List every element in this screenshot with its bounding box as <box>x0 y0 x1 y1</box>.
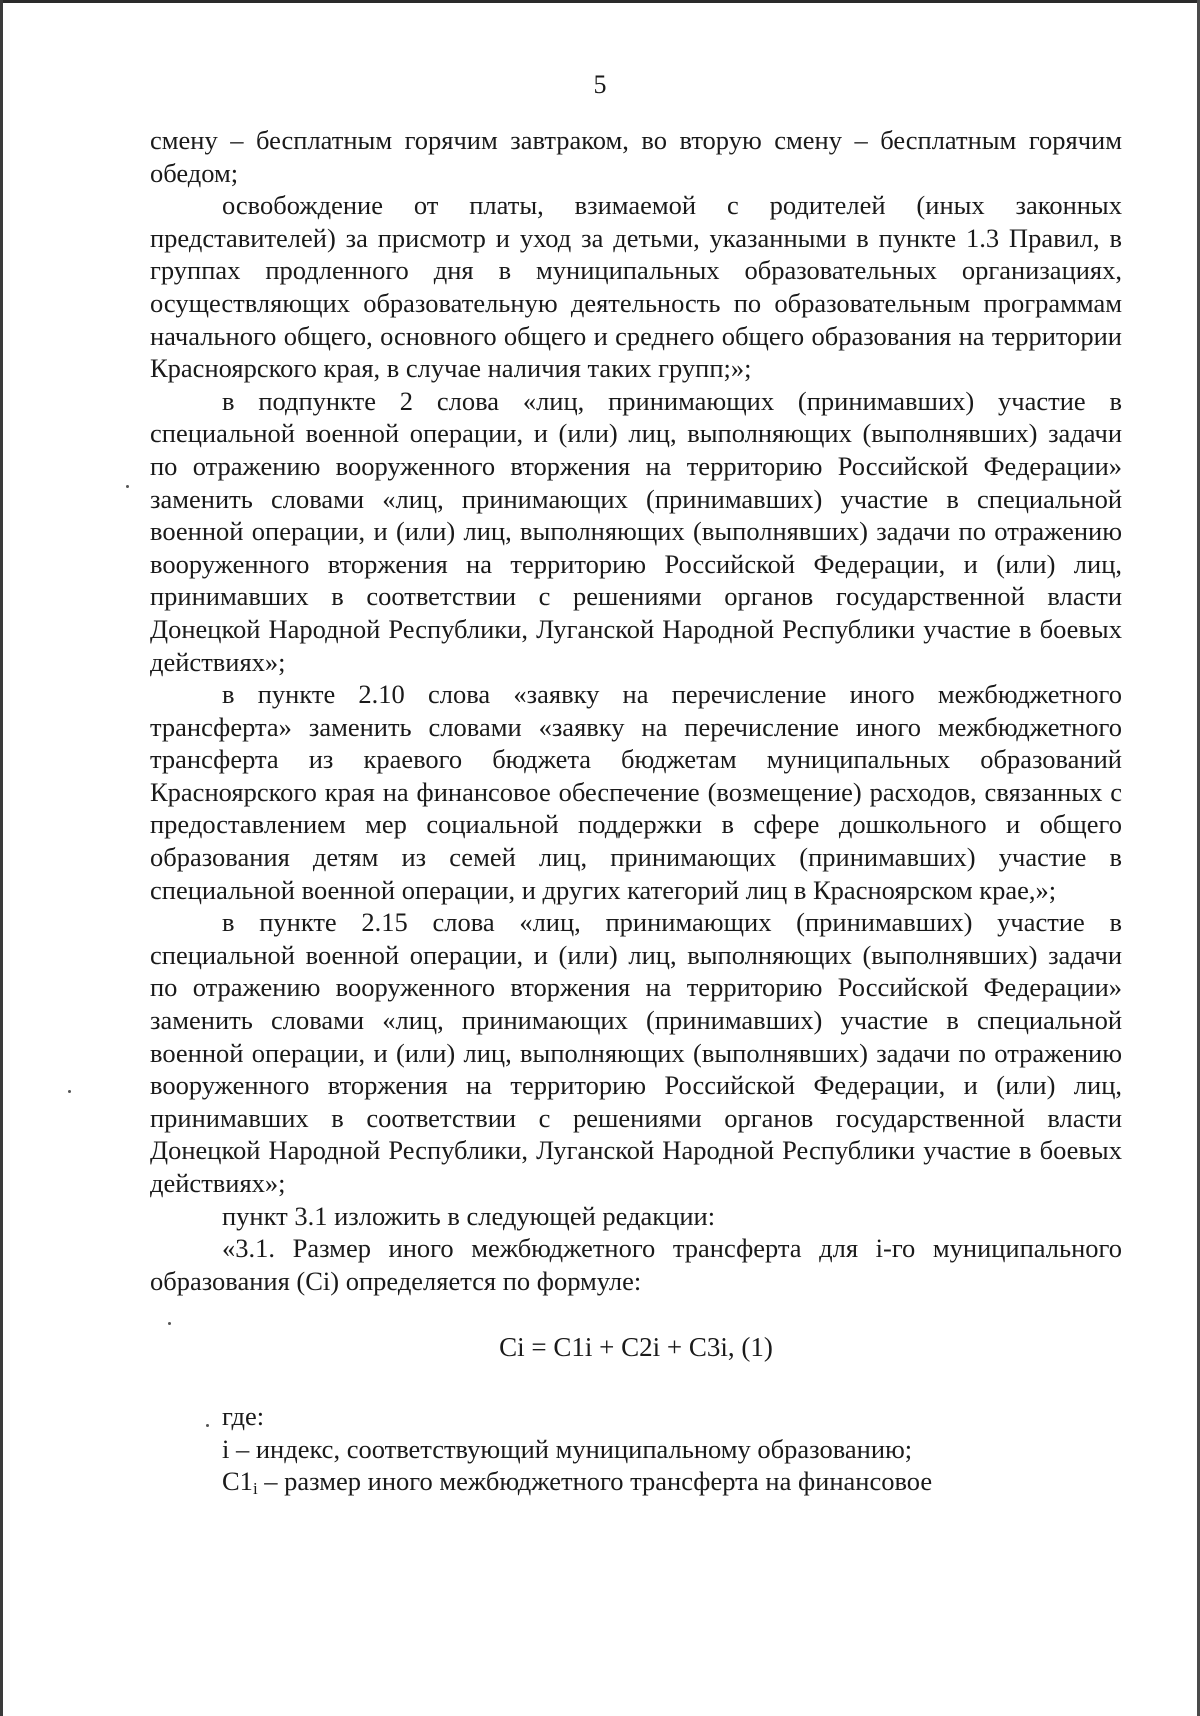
c1-subscript: i <box>252 1479 258 1499</box>
paragraph-6: пункт 3.1 изложить в следующей редакции: <box>222 1200 716 1231</box>
paragraph-1: смену – бесплатным горячим завтраком, во вторую смену – бесплатным горячим обедом; <box>150 125 1122 188</box>
c1-definition <box>150 1465 1122 1506</box>
paragraph-7: «3.1. Размер иного межбюджетного трансферта для i-го муниципального образования (Ci) определяется по формуле: <box>150 1233 1122 1296</box>
scan-speck <box>126 485 129 488</box>
index-definition: i – индекс, соответствующий муниципальному образованию; <box>222 1433 913 1464</box>
scan-speck <box>168 1322 171 1325</box>
paragraph-5: в пункте 2.15 слова «лиц, принимающих (принимавших) участие в специальной военной операции, и (или) лиц, выполняющих (выполнявших) задачи по отражению вооруженного вторжения на территорию Российской Федерации» заменить словами «лиц, принимающих (принимавших) участие в специальной военной операции, и (или) лиц, выполняющих (выполнявших) задачи по отражению вооруженного вторжения на территорию Российской Федерации, и (или) лиц, принимавших в соответствии с решениями органов государственной власти Донецкой Народной Республики, Луганской Народной Республики участие в боевых действиях»; <box>150 907 1122 1198</box>
scan-speck <box>68 1090 71 1093</box>
formula: Ci = C1i + C2i + C3i, (1) <box>499 1332 773 1363</box>
scan-border-left <box>0 0 3 1716</box>
document-body <box>150 124 1122 1506</box>
scan-border-top <box>0 0 1200 3</box>
c1-definition-text: – размер иного межбюджетного трансферта на финансовое <box>257 1466 933 1497</box>
paragraph-3: в подпункте 2 слова «лиц, принимающих (принимавших) участие в специальной военной операции, и (или) лиц, выполняющих (выполнявших) задачи по отражению вооруженного вторжения на территорию Российской Федерации» заменить словами «лиц, принимающих (принимавших) участие в специальной военной операции, и (или) лиц, выполняющих (выполнявших) задачи по отражению вооруженного вторжения на территорию Российской Федерации, и (или) лиц, принимавших в соответствии с решениями органов государственной власти Донецкой Народной Республики, Луганской Народной Республики участие в боевых действиях»; <box>150 385 1122 677</box>
paragraph-4: в пункте 2.10 слова «заявку на перечисление иного межбюджетного трансферта» заменить словами «заявку на перечисление иного межбюджетного трансферта из краевого бюджета бюджетам муниципальных образований Красноярского края на финансовое обеспечение (возмещение) расходов, связанных с предоставлением мер социальной поддержки в сфере дошкольного и общего образования детям из семей лиц, принимающих (принимавших) участие в специальной военной операции, и других категорий лиц в Красноярском крае,»; <box>150 679 1122 905</box>
scan-speck <box>206 1424 209 1427</box>
where-label: где: <box>222 1400 265 1431</box>
paragraph-2: освобождение от платы, взимаемой с родителей (иных законных представителей) за присмотр и уход за детьми, указанными в пункте 1.3 Правил, в группах продленного дня в муниципальных образовательных организациях, осуществляющих образовательную деятельность по образовательным программам начального общего, основного общего и среднего общего образования на территории Красноярского края, в случае наличия таких групп;»; <box>150 190 1122 384</box>
page-number: 5 <box>593 70 607 99</box>
c1-symbol: C1 <box>222 1466 253 1497</box>
